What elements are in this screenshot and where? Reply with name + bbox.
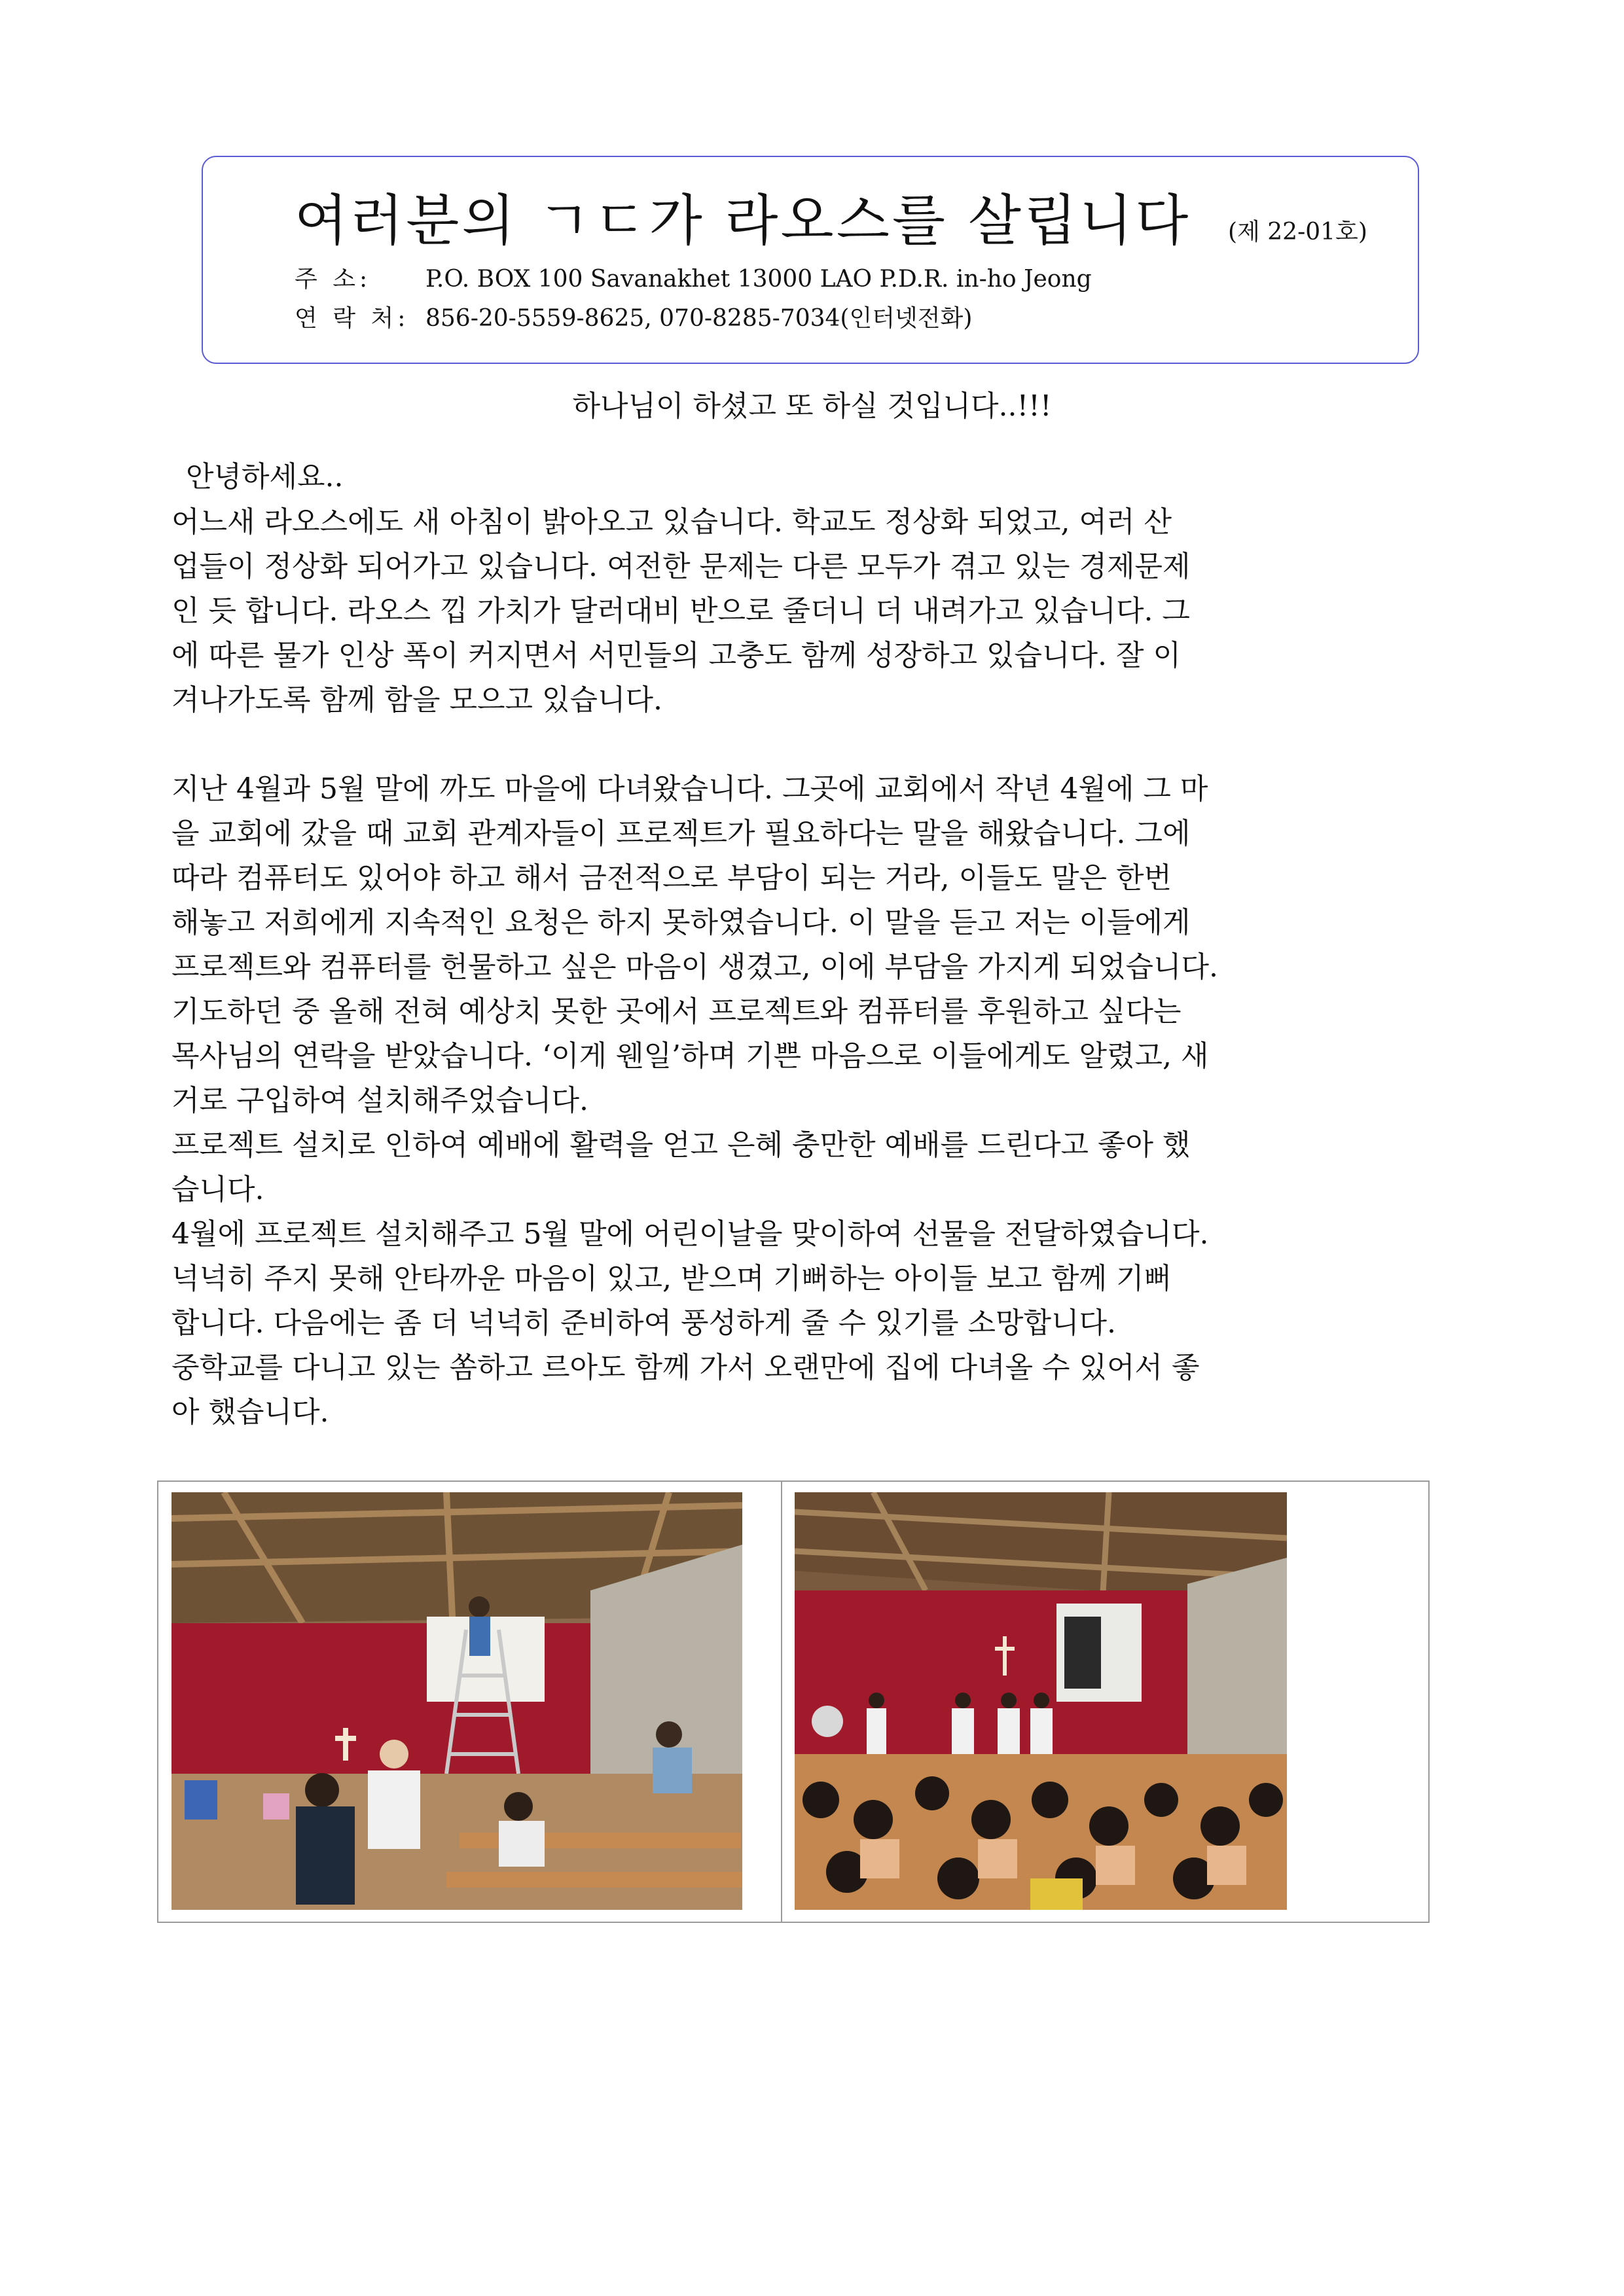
body-line: 해놓고 저희에게 지속적인 요청은 하지 못하였습니다. 이 말을 듣고 저는 이들에게 <box>171 906 1191 939</box>
body-line: 기도하던 중 올해 전혀 예상치 못한 곳에서 프로젝트와 컴퓨터를 후원하고 싶다는 <box>171 995 1182 1028</box>
body-line: 프로젝트와 컴퓨터를 헌물하고 싶은 마음이 생겼고, 이에 부담을 가지게 되었습니다. <box>171 950 1218 984</box>
issue-number: (제 22-01호) <box>1228 219 1367 245</box>
contact-label: 연 락 처: <box>295 305 410 332</box>
body-line: 습니다. <box>171 1173 264 1206</box>
body-line: 목사님의 연락을 받았습니다. ‘이게 웬일’하며 기쁜 마음으로 이들에게도 알렸고, 새 <box>171 1039 1209 1073</box>
body-line: 아 했습니다. <box>171 1395 329 1429</box>
body-line: 거로 구입하여 설치해주었습니다. <box>171 1084 589 1117</box>
body-line: 겨나가도록 함께 함을 모으고 있습니다. <box>171 683 662 717</box>
newsletter-title: 여러분의 ㄱㄷ가 라오스를 살립니다 <box>295 188 1191 253</box>
greeting: 안녕하세요.. <box>186 460 344 493</box>
body-line: 에 따른 물가 인상 폭이 커지면서 서민들의 고충도 함께 성장하고 있습니다. 잘 이 <box>171 639 1181 672</box>
body-line: 인 듯 합니다. 라오스 낍 가치가 달러대비 반으로 줄더니 더 내려가고 있습니다. 그 <box>171 594 1190 628</box>
body-line: 지난 4월과 5월 말에 까도 마을에 다녀왔습니다. 그곳에 교회에서 작년 4월에 그 마 <box>171 772 1208 806</box>
address-label: 주 소: <box>295 266 372 293</box>
photo-projector-installation <box>171 1492 742 1910</box>
contact-line <box>295 300 972 333</box>
body-line: 넉넉히 주지 못해 안타까운 마음이 있고, 받으며 기뻐하는 아이들 보고 함께 기뻐 <box>171 1262 1172 1295</box>
subtitle: 하나님이 하셨고 또 하실 것입니다..!!! <box>572 389 1052 423</box>
body-line <box>171 723 1468 767</box>
address-value: P.O. BOX 100 Savanakhet 13000 LAO P.D.R. in-ho Jeong <box>425 266 1092 293</box>
body-line: 중학교를 다니고 있는 쏨하고 르아도 함께 가서 오랜만에 집에 다녀올 수 있어서 좋 <box>171 1351 1200 1384</box>
body-line: 4월에 프로젝트 설치해주고 5월 말에 어린이날을 맞이하여 선물을 전달하였습니다. <box>171 1217 1209 1251</box>
photo-divider <box>781 1480 782 1923</box>
body-line: 프로젝트 설치로 인하여 예배에 활력을 얻고 은혜 충만한 예배를 드린다고 좋아 했 <box>171 1128 1191 1162</box>
body-line: 업들이 정상화 되어가고 있습니다. 여전한 문제는 다른 모두가 겪고 있는 경제문제 <box>171 550 1191 583</box>
contact-value: 856-20-5559-8625, 070-8285-7034(인터넷전화) <box>425 305 973 332</box>
letter-body <box>171 500 1468 1435</box>
body-line: 따라 컴퓨터도 있어야 하고 해서 금전적으로 부담이 되는 거라, 이들도 말은 한번 <box>171 861 1172 895</box>
address-line <box>295 260 1092 294</box>
body-line: 어느새 라오스에도 새 아침이 밝아오고 있습니다. 학교도 정상화 되었고, 여러 산 <box>171 505 1172 539</box>
body-line: 을 교회에 갔을 때 교회 관계자들이 프로젝트가 필요하다는 말을 해왔습니다. 그에 <box>171 817 1191 850</box>
photo-worship-service <box>795 1492 1287 1910</box>
body-line: 합니다. 다음에는 좀 더 넉넉히 준비하여 풍성하게 줄 수 있기를 소망합니다. <box>171 1306 1116 1340</box>
